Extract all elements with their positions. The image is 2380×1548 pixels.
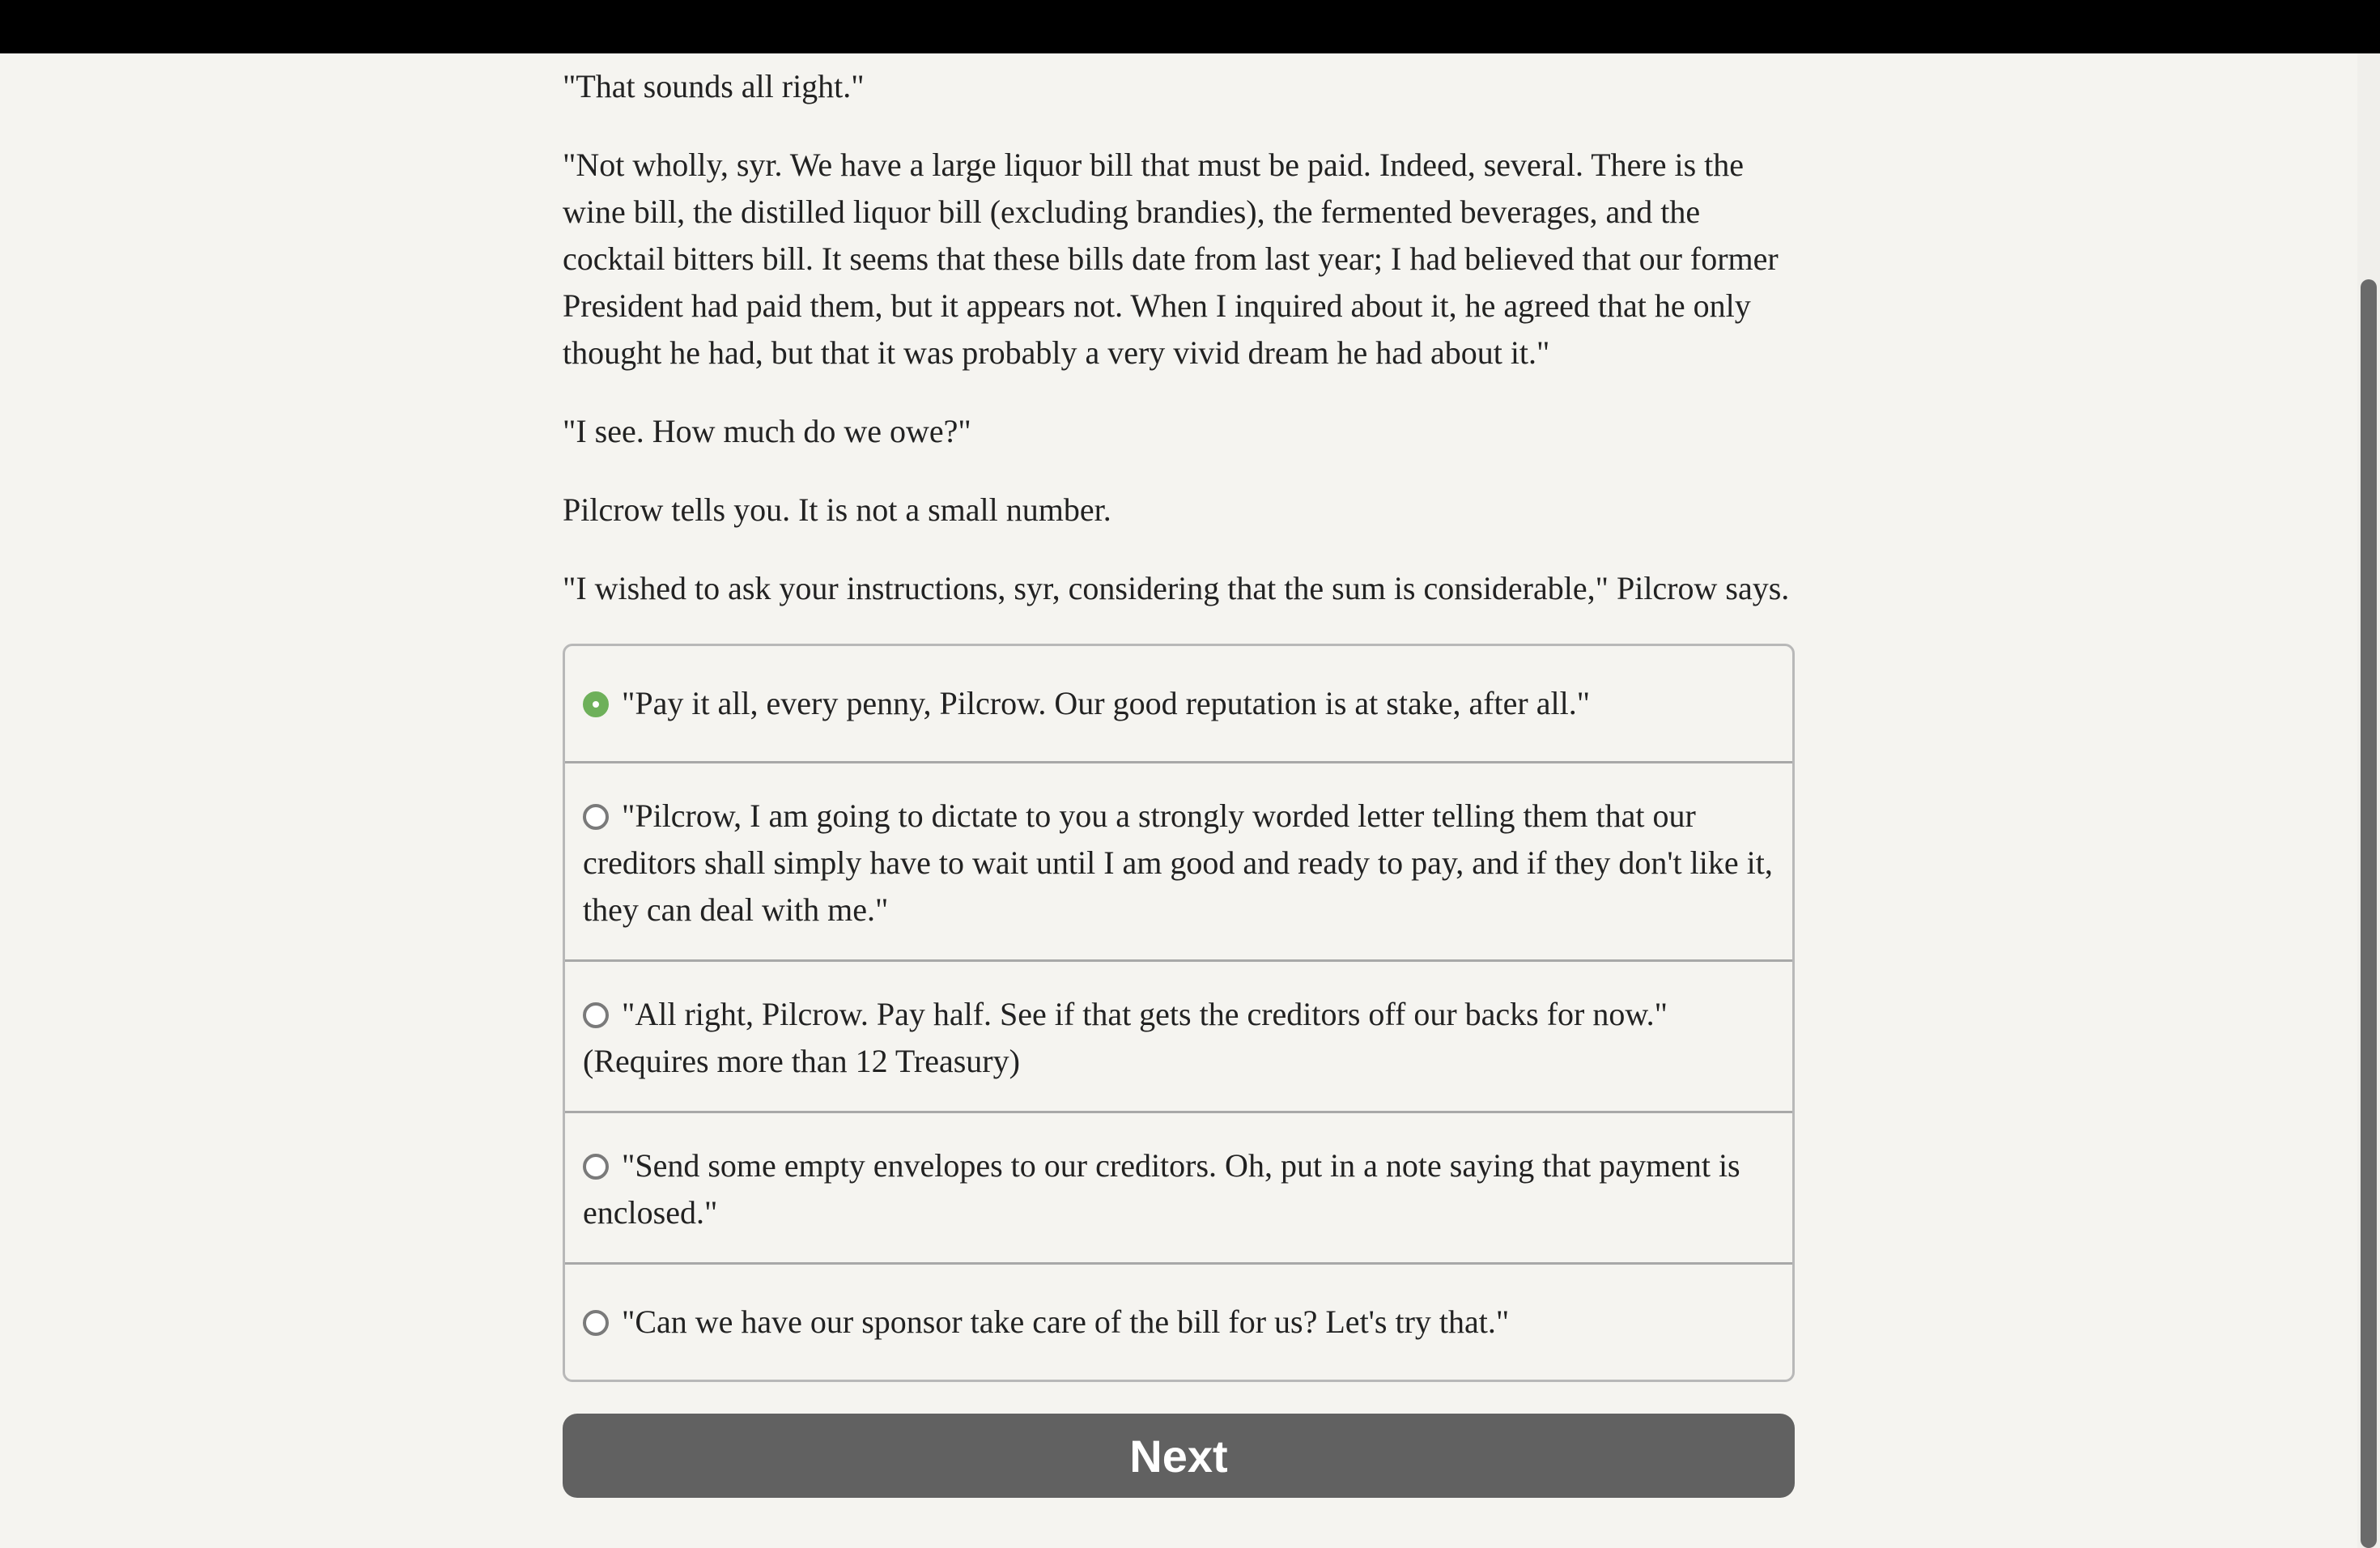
choice-option-4[interactable] bbox=[565, 1113, 1792, 1265]
story-paragraph: "That sounds all right." bbox=[563, 68, 865, 104]
choice-option-3[interactable] bbox=[565, 962, 1792, 1113]
story-paragraph: "Not wholly, syr. We have a large liquor bill that must be paid. Indeed, several. There is the wine bill, the distilled liquor bill (excluding brandies), the fermented beverages, and the cocktail bitters bill. It seems that these bills date from last year; I had believed that our former President had paid them, but it appears not. When I inquired about it, he agreed that he only thought he had, but that it was probably a very vivid dream he had about it." bbox=[563, 147, 1779, 371]
choice-label: "All right, Pilcrow. Pay half. See if that gets the creditors off our backs for now." (Requires more than 12 Treasury) bbox=[583, 996, 1668, 1079]
next-button[interactable]: Next bbox=[563, 1414, 1795, 1498]
radio-unselected-icon[interactable] bbox=[583, 1154, 609, 1180]
choice-option-1[interactable] bbox=[565, 646, 1792, 763]
story-paragraph: "I wished to ask your instructions, syr, considering that the sum is considerable," Pilcrow says. bbox=[563, 570, 1790, 606]
radio-unselected-icon[interactable] bbox=[583, 1002, 609, 1028]
story-content bbox=[563, 53, 1795, 1498]
top-bar bbox=[0, 0, 2380, 53]
choice-option-2[interactable] bbox=[565, 763, 1792, 962]
story-paragraph: "I see. How much do we owe?" bbox=[563, 413, 971, 449]
choice-label: "Send some empty envelopes to our creditors. Oh, put in a note saying that payment is enclosed." bbox=[583, 1147, 1740, 1231]
story-paragraph: Pilcrow tells you. It is not a small number. bbox=[563, 491, 1111, 528]
choice-label: "Pay it all, every penny, Pilcrow. Our good reputation is at stake, after all." bbox=[622, 685, 1591, 721]
choice-list bbox=[563, 644, 1795, 1382]
scrollbar-thumb[interactable] bbox=[2361, 279, 2377, 1548]
choice-label: "Can we have our sponsor take care of the bill for us? Let's try that." bbox=[622, 1303, 1510, 1340]
choice-option-5[interactable] bbox=[565, 1265, 1792, 1380]
choice-label: "Pilcrow, I am going to dictate to you a strongly worded letter telling them that our creditors shall simply have to wait until I am good and ready to pay, and if they don't like it, they can deal with me." bbox=[583, 797, 1773, 928]
radio-selected-icon[interactable] bbox=[583, 691, 609, 717]
radio-unselected-icon[interactable] bbox=[583, 804, 609, 830]
radio-unselected-icon[interactable] bbox=[583, 1310, 609, 1336]
